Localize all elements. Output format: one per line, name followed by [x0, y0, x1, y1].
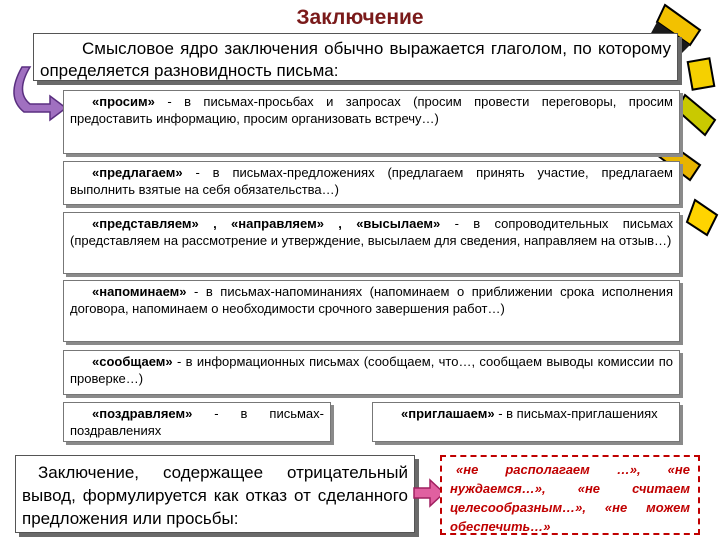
intro-box [33, 33, 678, 81]
negative-text: Заключение, содержащее отрицательный вывод, формулируется как отказ от сделанного предложения или просьбы: [22, 463, 408, 528]
verb-description: - в сопроводительных письмах (представляем на рассмотрение и утверждение, высылаем для сведения, направляем на отзыв…) [70, 216, 674, 248]
verb-description: - в информационных письмах (сообщаем, что…, сообщаем выводы комиссии по проверке…) [70, 354, 673, 386]
verb-label: «просим» [92, 94, 155, 109]
verb-label: «предлагаем» [92, 165, 183, 180]
verb-card-predstavlyaem [63, 212, 680, 274]
verb-label: «представляем» , «направляем» , «высылаем» [92, 216, 441, 231]
negative-conclusion-box [15, 455, 415, 533]
verb-description: - в письмах-приглашениях [494, 406, 658, 421]
page-title: Заключение [296, 6, 424, 29]
verb-card-napominaem [63, 280, 680, 342]
verb-label: «приглашаем» [401, 406, 495, 421]
verb-description: - в письмах-поздравлениях [70, 406, 324, 438]
verb-card-priglashaem [372, 402, 680, 442]
verb-card-prosim [63, 90, 680, 154]
verb-description: - в письмах-просьбах и запросах (просим провести переговоры, просим предоставить информацию, просим организовать встречу…) [70, 94, 673, 126]
verb-card-pozdravlyaem [63, 402, 331, 442]
verb-label: «сообщаем» [92, 354, 173, 369]
intro-text: Смысловое ядро заключения обычно выражается глаголом, по которому определяется разновидность письма: [40, 39, 671, 80]
verb-label: «поздравляем» [92, 406, 193, 421]
verb-card-predlagaem [63, 161, 680, 205]
verb-card-soobshchaem [63, 350, 680, 395]
refusal-phrases-box [440, 455, 700, 535]
verb-description: - в письмах-напоминаниях (напоминаем о приближении срока исполнения договора, напоминаем о необходимости срочного завершения работ…) [70, 284, 673, 316]
refusal-phrases: «не располагаем …», «не нуждаемся…», «не считаем целесообразным…», «не можем обеспечить…» [450, 462, 690, 534]
verb-label: «напоминаем» [92, 284, 187, 299]
verb-description: - в письмах-предложениях (предлагаем принять участие, предлагаем выполнить взятые на себя обязательства…) [70, 165, 673, 197]
